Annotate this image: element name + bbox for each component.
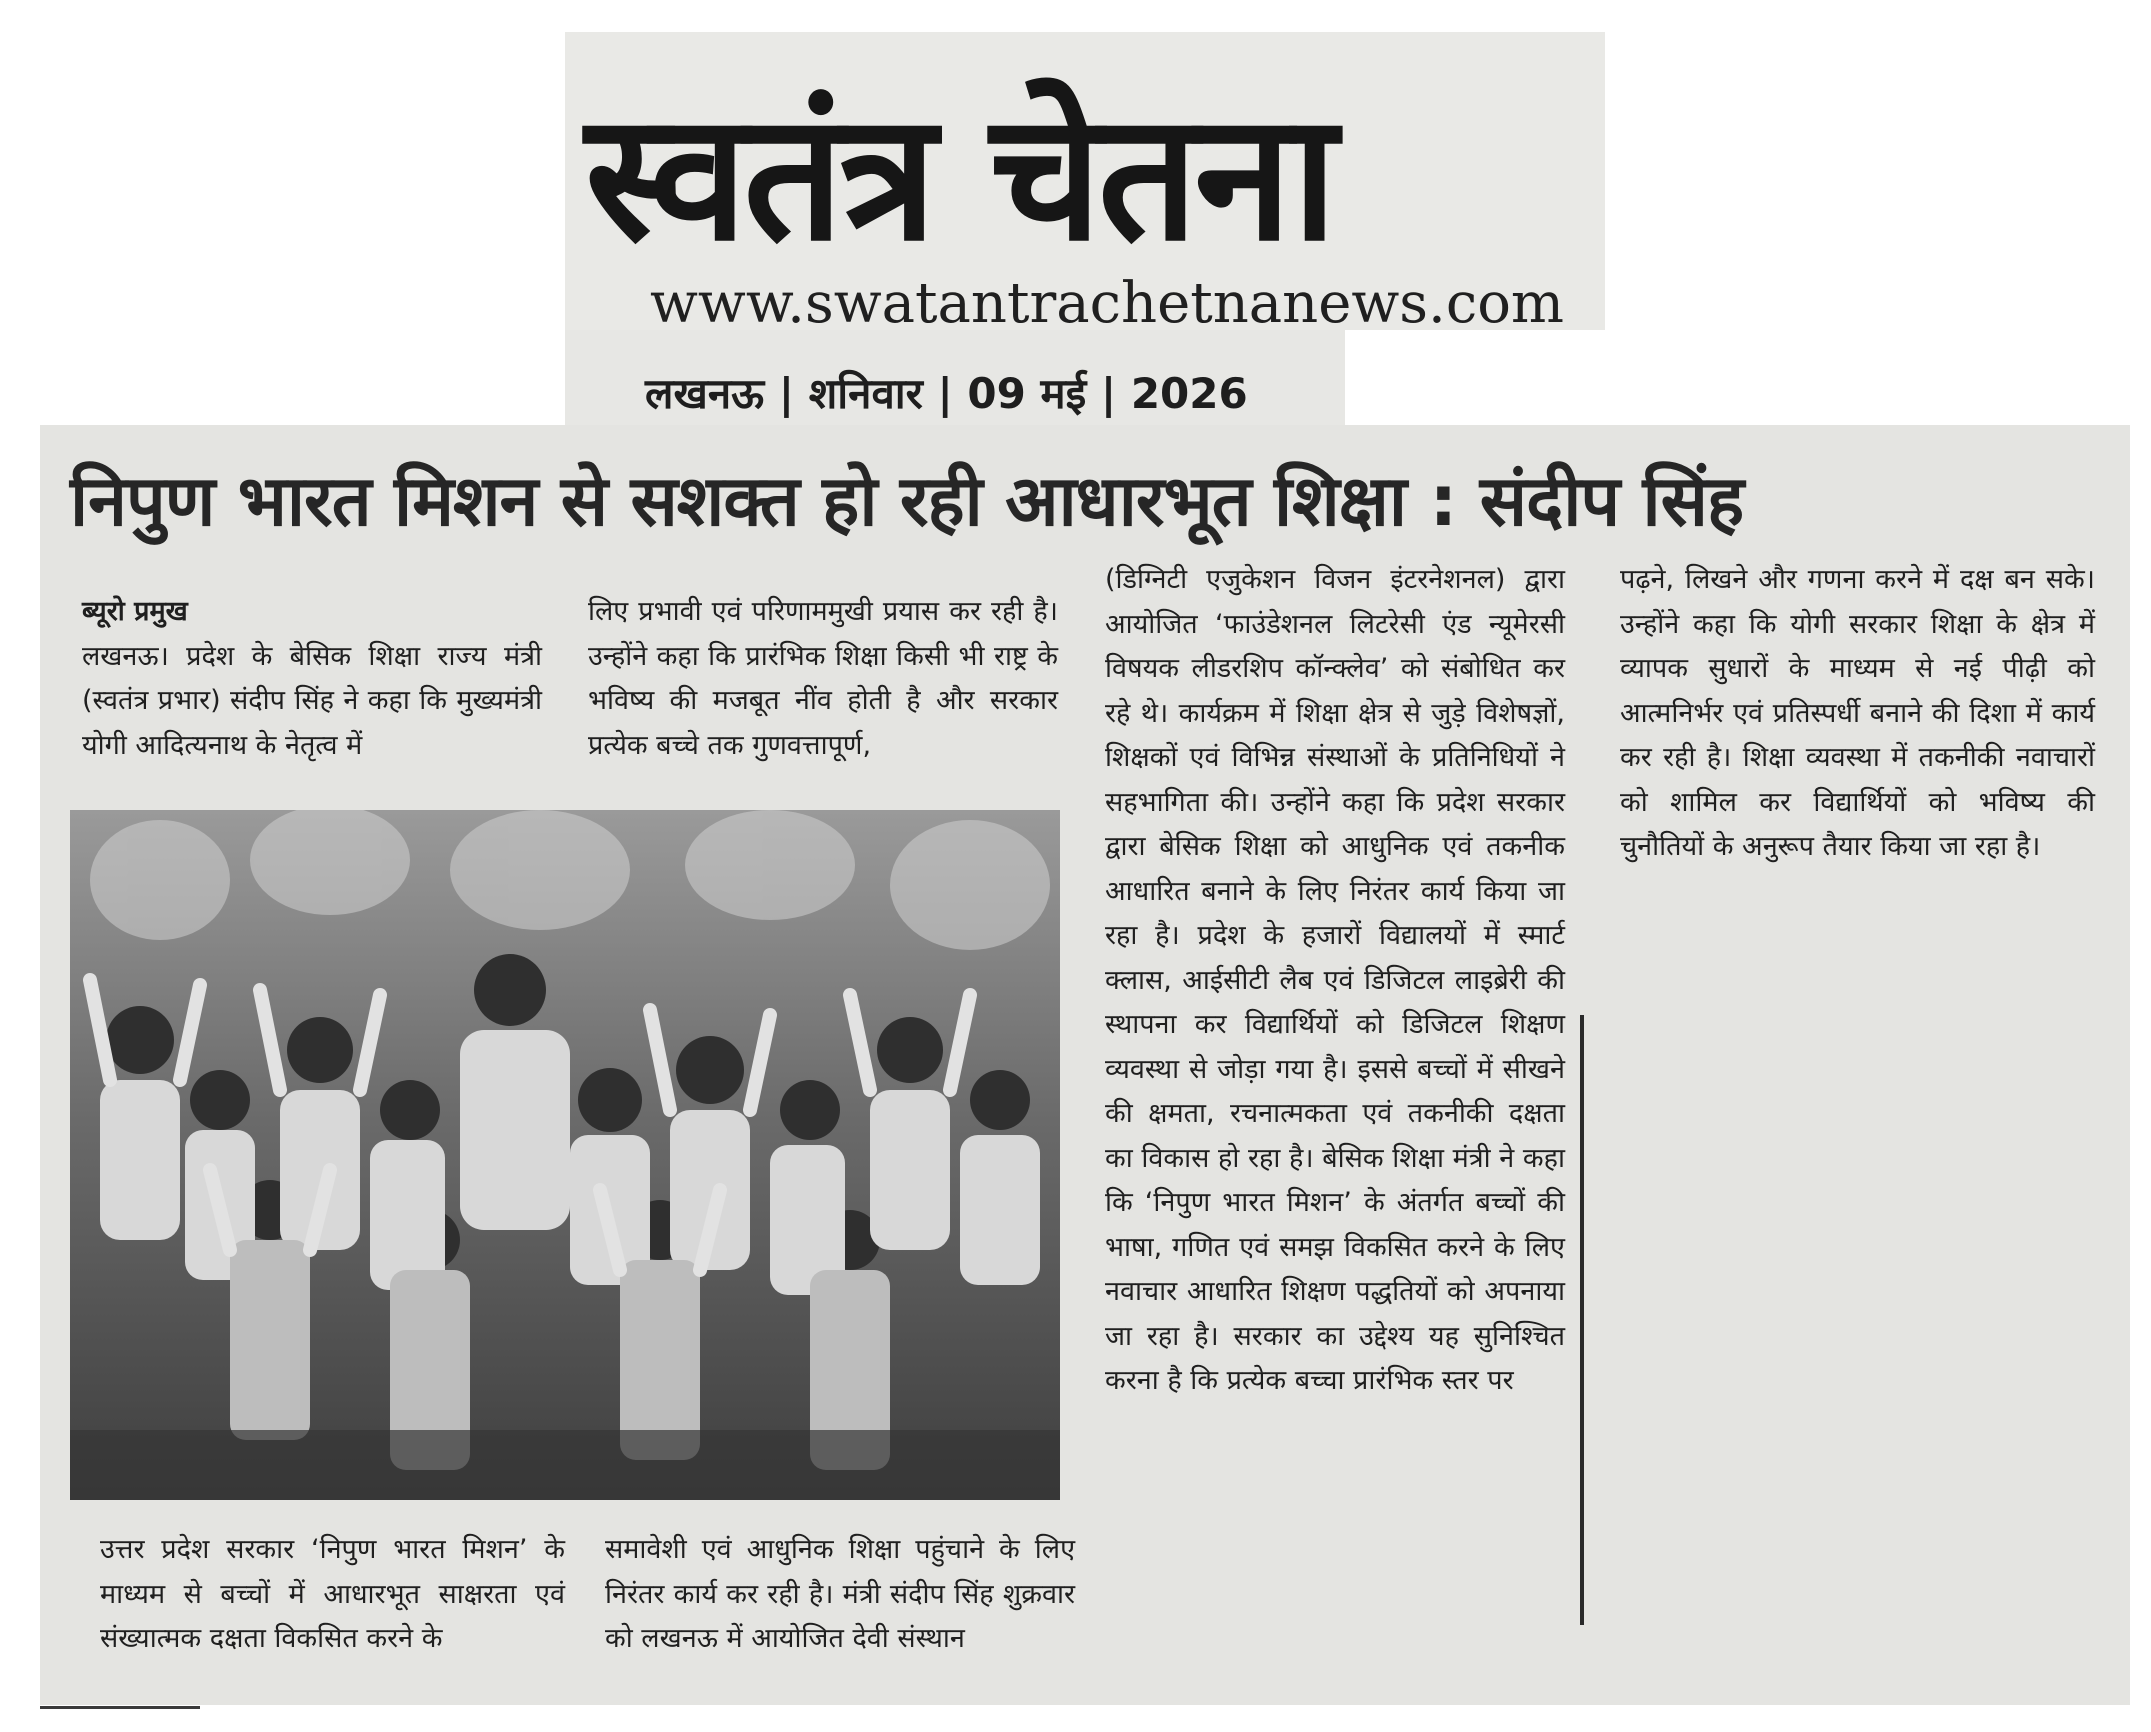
column-2-bottom [605, 1528, 1075, 1662]
column-4 [1620, 558, 2095, 870]
bottom-rule [40, 1706, 200, 1709]
column-1-top-text: लखनऊ। प्रदेश के बेसिक शिक्षा राज्य मंत्री (स्वतंत्र प्रभार) संदीप सिंह ने कहा कि मुख्यमंत्री योगी आदित्यनाथ के नेतृत्व में [82, 640, 542, 761]
column-1-top [82, 590, 542, 768]
column-3 [1105, 558, 1565, 1404]
article-headline: निपुण भारत मिशन से सशक्त हो रही आधारभूत शिक्षा : संदीप सिंह [70, 460, 1744, 542]
column-4-text: पढ़ने, लिखने और गणना करने में दक्ष बन सके। उन्होंने कहा कि योगी सरकार शिक्षा के क्षेत्र में व्यापक सुधारों के माध्यम से नई पीढ़ी को आत्मनिर्भर एवं प्रतिस्पर्धी बनाने की दिशा में कार्य कर रही है। शिक्षा व्यवस्था में तकनीकी नवाचारों को शामिल कर विद्यार्थियों को भविष्य की चुनौतियों के अनुरूप तैयार किया जा रहा है। [1620, 564, 2095, 862]
column-2-top-text: लिए प्रभावी एवं परिणाममुखी प्रयास कर रही है। उन्होंने कहा कि प्रारंभिक शिक्षा किसी भी राष्ट्र के भविष्य की मजबूत नींव होती है और सरकार प्रत्येक बच्चे तक गुणवत्तापूर्ण, [588, 596, 1058, 761]
column-3-text: (डिग्निटी एजुकेशन विजन इंटरनेशनल) द्वारा आयोजित ‘फाउंडेशनल लिटरेसी एंड न्यूमेरसी विषयक लीडरशिप कॉन्क्लेव’ को संबोधित कर रहे थे। कार्यक्रम में शिक्षा क्षेत्र से जुड़े विशेषज्ञों, शिक्षकों एवं विभिन्न संस्थाओं के प्रतिनिधियों ने सहभागिता की। उन्होंने कहा कि प्रदेश सरकार द्वारा बेसिक शिक्षा को आधुनिक एवं तकनीक आधारित बनाने के लिए निरंतर कार्य किया जा रहा है। प्रदेश के हजारों विद्यालयों में स्मार्ट क्लास, आईसीटी लैब एवं डिजिटल लाइब्रेरी की स्थापना कर विद्यार्थियों को डिजिटल शिक्षण व्यवस्था से जोड़ा गया है। इससे बच्चों में सीखने की क्षमता, रचनात्मकता एवं तकनीकी दक्षता का विकास हो रहा है। बेसिक शिक्षा मंत्री ने कहा कि ‘निपुण भारत मिशन’ के अंतर्गत बच्चों की भाषा, गणित एवं समझ विकसित करने के लिए नवाचार आधारित शिक्षण पद्धतियों को अपनाया जा रहा है। सरकार का उद्देश्य यह सुनिश्चित करना है कि प्रत्येक बच्चा प्रारंभिक स्तर पर [1105, 564, 1565, 1396]
dateline: लखनऊ | शनिवार | 09 मई | 2026 [645, 369, 1248, 418]
column-1-bottom [100, 1528, 565, 1662]
column-divider [1580, 1015, 1584, 1625]
article-photo [70, 810, 1060, 1500]
column-1-bottom-text: उत्तर प्रदेश सरकार ‘निपुण भारत मिशन’ के माध्यम से बच्चों में आधारभूत साक्षरता एवं संख्यात्मक दक्षता विकसित करने के [100, 1534, 565, 1654]
column-2-bottom-text: समावेशी एवं आधुनिक शिक्षा पहुंचाने के लिए निरंतर कार्य कर रही है। मंत्री संदीप सिंह शुक्रवार को लखनऊ में आयोजित देवी संस्थान [605, 1534, 1075, 1654]
column-2-top [588, 590, 1058, 768]
newspaper-url: www.swatantrachetnanews.com [650, 271, 1565, 336]
children-group-photo [70, 810, 1060, 1500]
newspaper-title: स्वतंत्र चेतना [585, 75, 1334, 280]
byline: ब्यूरो प्रमुख [82, 596, 188, 627]
